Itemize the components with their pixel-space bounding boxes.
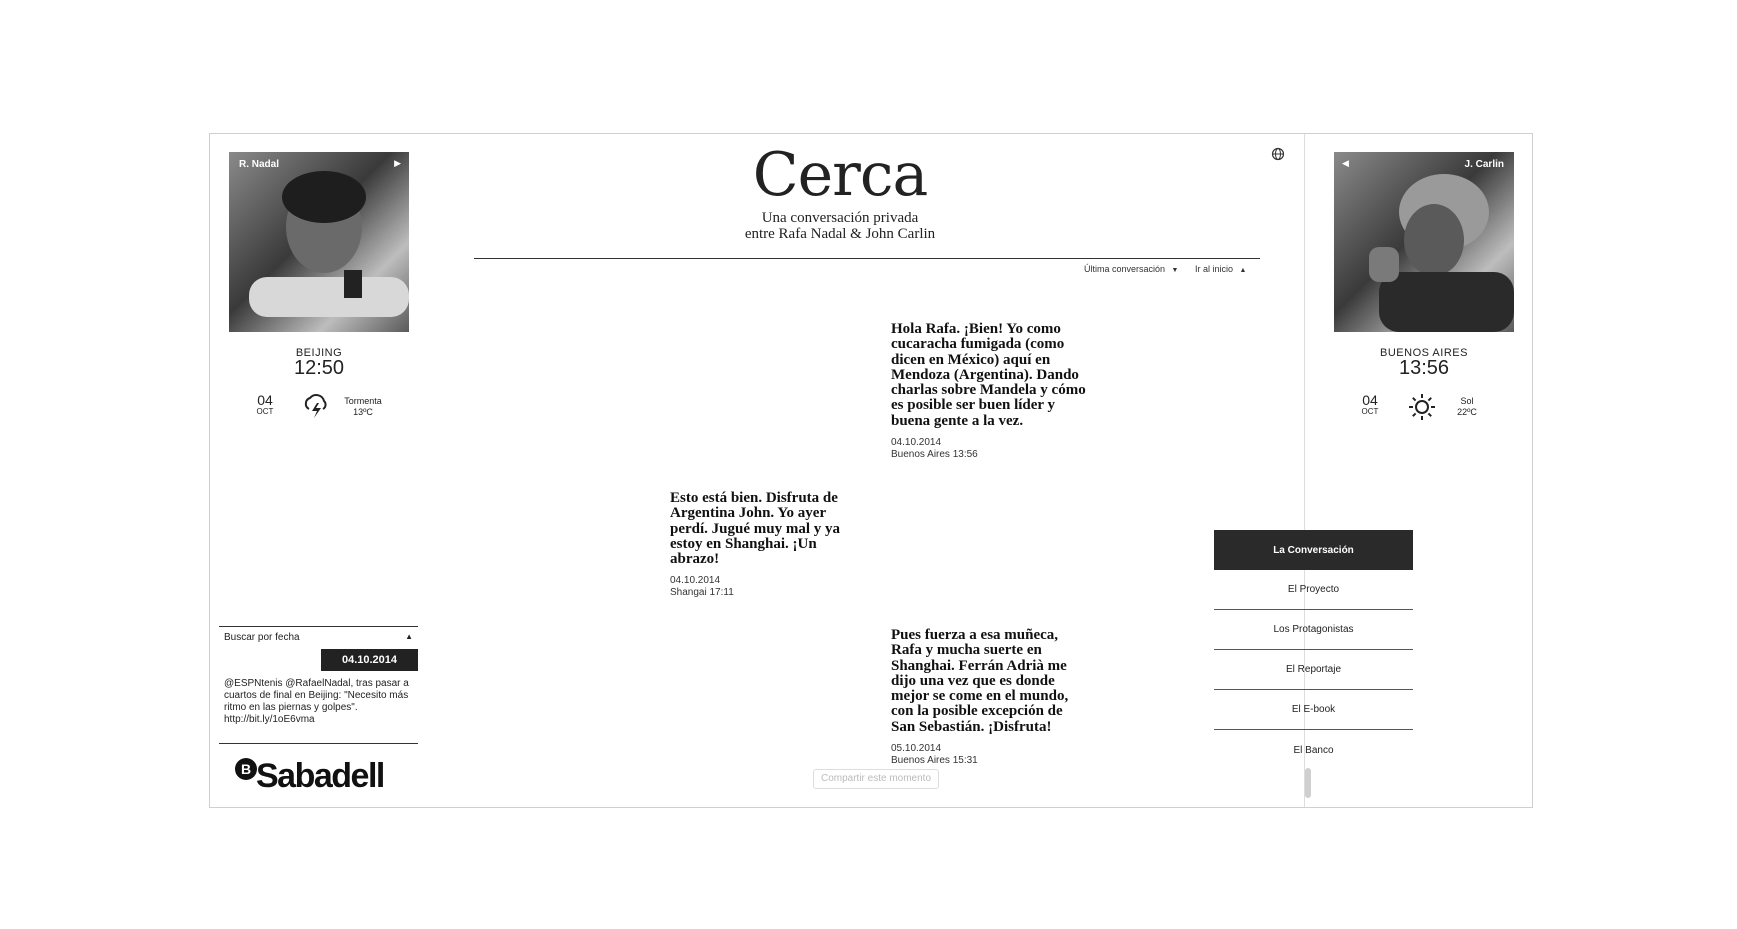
date-month: OCT: [256, 407, 274, 416]
last-conversation-label: Última conversación: [1084, 264, 1166, 274]
message-item: [891, 322, 1086, 461]
scrollbar-thumb[interactable]: [1305, 768, 1311, 798]
nav-item-project[interactable]: El Proyecto: [1214, 570, 1413, 610]
date-day: 04: [1362, 392, 1378, 408]
message-date: 04.10.2014: [891, 437, 942, 449]
photo-label: R. Nadal: [239, 159, 280, 170]
message-text: Pues fuerza a esa muñeca, Rafa y mucha suerte en Shanghai. Ferrán Adrià me dijo una vez que es donde mejor se come en el mundo, con la posible excepción de San Sebastián. ¡Disfruta!: [891, 627, 1069, 735]
sun-icon: [1408, 393, 1436, 426]
app-frame: [209, 133, 1533, 808]
next-arrow-icon[interactable]: ▶: [394, 158, 401, 168]
subtitle-line1: Una conversación privada: [761, 210, 919, 226]
message-date: 05.10.2014: [891, 743, 942, 755]
city-name: BUENOS AIRES: [1380, 347, 1468, 359]
search-label: Buscar por fecha: [224, 632, 300, 643]
prev-arrow-icon[interactable]: ◀: [1342, 158, 1349, 168]
triangle-up-icon[interactable]: ▲: [405, 632, 413, 641]
tweet-bottom-rule: [219, 743, 418, 744]
date-day: 04: [257, 392, 273, 408]
local-time: 13:56: [1398, 357, 1450, 379]
temperature: 22ºC: [1457, 407, 1477, 417]
date-search[interactable]: [219, 627, 418, 647]
triangle-down-icon: ▼: [1171, 267, 1179, 274]
globe-icon[interactable]: [1271, 147, 1285, 166]
message-text: Hola Rafa. ¡Bien! Yo como cucaracha fumigada (como dicen en México) aquí en Mendoza (Argentina). Dando charlas sobre Mandela y cómo es posible ser buen líder y buena gente a la vez.: [891, 321, 1086, 429]
carlin-portrait-shape: [1334, 152, 1514, 332]
message-place-time: Shangai 17:11: [670, 587, 734, 599]
date-block: [1355, 394, 1385, 416]
condition-text: Tormenta: [344, 396, 382, 406]
message-date: 04.10.2014: [670, 575, 721, 587]
share-moment-button[interactable]: Compartir este momento: [813, 769, 939, 789]
condition-text: Sol: [1460, 396, 1474, 406]
go-top-link[interactable]: [1195, 264, 1246, 274]
message-place-time: Buenos Aires 15:31: [891, 755, 978, 767]
tweet-text: @ESPNtenis @RafaelNadal, tras pasar a cuartos de final en Beijing: "Necesito más ritmo en las piernas y golpes". http://bit.ly/1oE6vma: [224, 678, 409, 725]
header-rule: [474, 258, 1260, 259]
page-title: Cerca: [752, 140, 928, 210]
subtitle-line2: entre Rafa Nadal & John Carlin: [744, 226, 936, 242]
temperature: 13ºC: [353, 407, 373, 417]
date-block: [250, 394, 280, 416]
nadal-photo[interactable]: [229, 152, 409, 332]
date-month: OCT: [1361, 407, 1379, 416]
svg-text:B: B: [240, 761, 252, 777]
last-conversation-link[interactable]: [1084, 264, 1178, 274]
selected-date-badge[interactable]: 04.10.2014: [321, 649, 418, 671]
nav-item-conversation[interactable]: La Conversación: [1214, 530, 1413, 570]
message-place-time: Buenos Aires 13:56: [891, 449, 978, 461]
local-time: 12:50: [293, 357, 345, 379]
carlin-photo[interactable]: [1334, 152, 1514, 332]
nav-item-bank[interactable]: El Banco: [1293, 744, 1334, 756]
city-name: BEIJING: [295, 347, 343, 359]
nav-item-report[interactable]: El Reportaje: [1214, 650, 1413, 690]
message-text: Esto está bien. Disfruta de Argentina John. Yo ayer perdí. Jugué muy mal y ya estoy en Shanghai. ¡Un abrazo!: [670, 490, 841, 568]
go-top-label: Ir al inicio: [1195, 264, 1234, 274]
nav-item-ebook[interactable]: El E-book: [1214, 690, 1413, 730]
sabadell-b-icon: [234, 757, 258, 781]
nav-item-protagonists[interactable]: Los Protagonistas: [1214, 610, 1413, 650]
message-item: [891, 628, 1086, 767]
logo-text: Sabadell: [256, 757, 384, 795]
message-item: [670, 491, 855, 599]
photo-label: J. Carlin: [1464, 159, 1504, 170]
sabadell-logo[interactable]: [234, 754, 414, 794]
weather-condition: [1442, 396, 1492, 418]
nadal-portrait-shape: [229, 152, 409, 332]
storm-icon: [302, 393, 330, 424]
weather-condition: [338, 396, 388, 418]
triangle-up-icon: ▲: [1239, 267, 1247, 274]
